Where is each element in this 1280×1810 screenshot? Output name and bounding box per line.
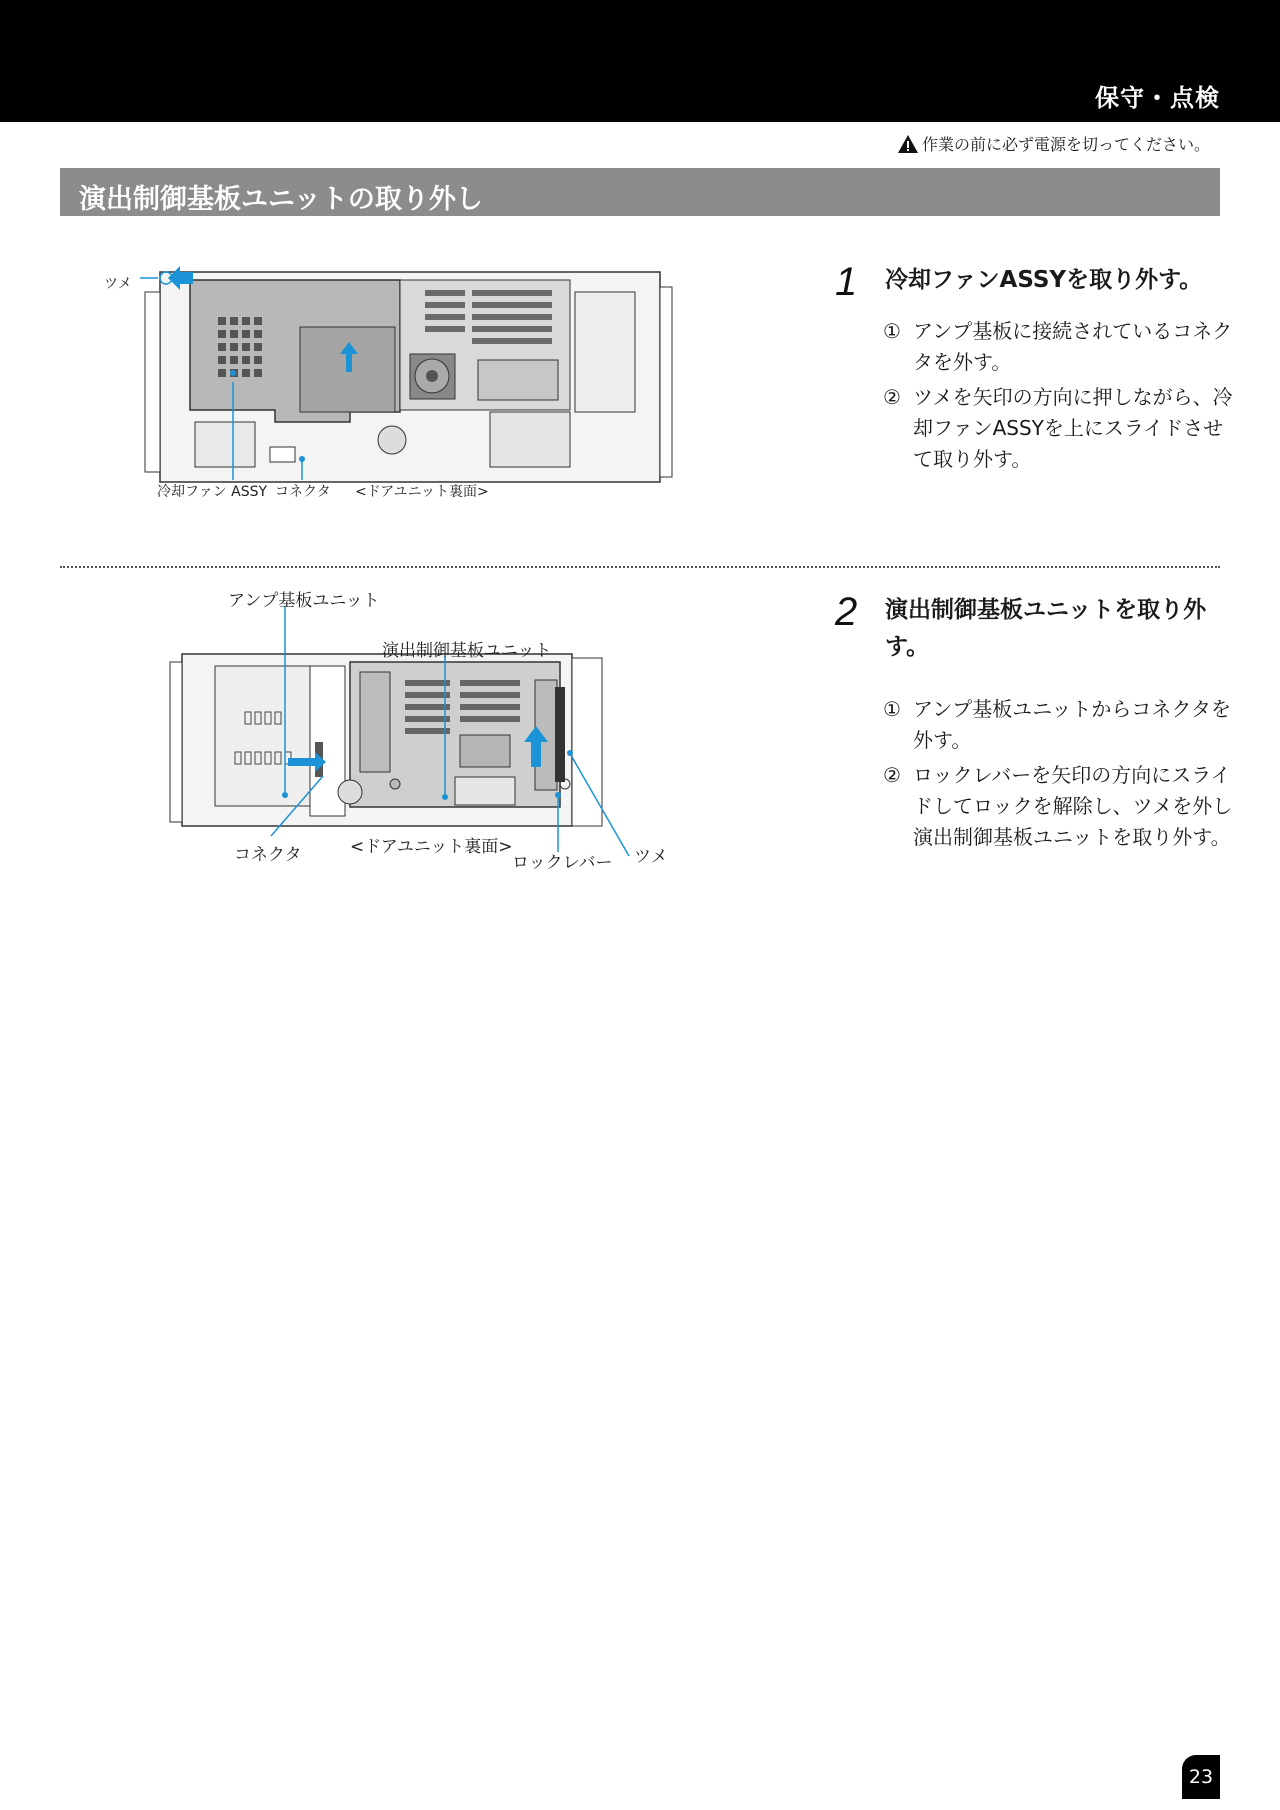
- door-unit-back-diagram-2: [160, 592, 680, 872]
- figure-2: [160, 592, 680, 872]
- substep-item: [883, 760, 1233, 853]
- substep-list: [883, 316, 1233, 479]
- label-connector: コネクタ: [275, 484, 331, 500]
- page-number: 23: [1182, 1755, 1220, 1799]
- substep-list: [883, 694, 1233, 857]
- label-claw: ツメ: [104, 276, 132, 292]
- figure-caption: <ドアユニット裏面>: [355, 484, 489, 500]
- figure-1: [100, 262, 680, 512]
- step-number: 1: [835, 260, 858, 304]
- label-connector: コネクタ: [234, 845, 302, 865]
- label-amp-unit: アンプ基板ユニット: [228, 591, 380, 611]
- section-title: 演出制御基板ユニットの取り外し: [79, 184, 483, 215]
- substep-item: [883, 382, 1233, 475]
- step-number: 2: [835, 590, 858, 634]
- substep-item: [883, 694, 1233, 756]
- substep-text: アンプ基板ユニットからコネクタを外す。: [913, 697, 1231, 752]
- step-title: 演出制御基板ユニットを取り外す。: [885, 597, 1207, 660]
- door-unit-back-diagram-1: [100, 262, 680, 512]
- section-header: [60, 168, 1220, 216]
- chapter-title: 保守・点検: [1095, 84, 1220, 112]
- power-warning: [897, 132, 1210, 155]
- substep-text: ツメを矢印の方向に押しながら、冷却ファンASSYを上にスライドさせて取り外す。: [913, 385, 1233, 471]
- substep-marker: ②: [883, 385, 901, 409]
- figure-caption: <ドアユニット裏面>: [350, 837, 513, 857]
- label-fan-assy: 冷却ファン ASSY: [157, 484, 268, 500]
- warning-text: 作業の前に必ず電源を切ってください。: [921, 135, 1210, 154]
- warning-triangle-icon: [897, 134, 919, 154]
- section-divider: [60, 566, 1220, 568]
- substep-item: [883, 316, 1233, 378]
- substep-text: アンプ基板に接続されているコネクタを外す。: [913, 319, 1233, 374]
- step-title: 冷却ファンASSYを取り外す。: [885, 267, 1203, 293]
- substep-text: ロックレバーを矢印の方向にスライドしてロックを解除し、ツメを外し演出制御基板ユニットを取り外す。: [913, 763, 1233, 849]
- top-header-bar: [0, 0, 1280, 122]
- substep-marker: ①: [883, 697, 901, 721]
- substep-marker: ①: [883, 319, 901, 343]
- label-claw: ツメ: [634, 847, 668, 867]
- label-effect-unit: 演出制御基板ユニット: [382, 641, 552, 661]
- label-lock-lever: ロックレバー: [512, 853, 613, 873]
- substep-marker: ②: [883, 763, 901, 787]
